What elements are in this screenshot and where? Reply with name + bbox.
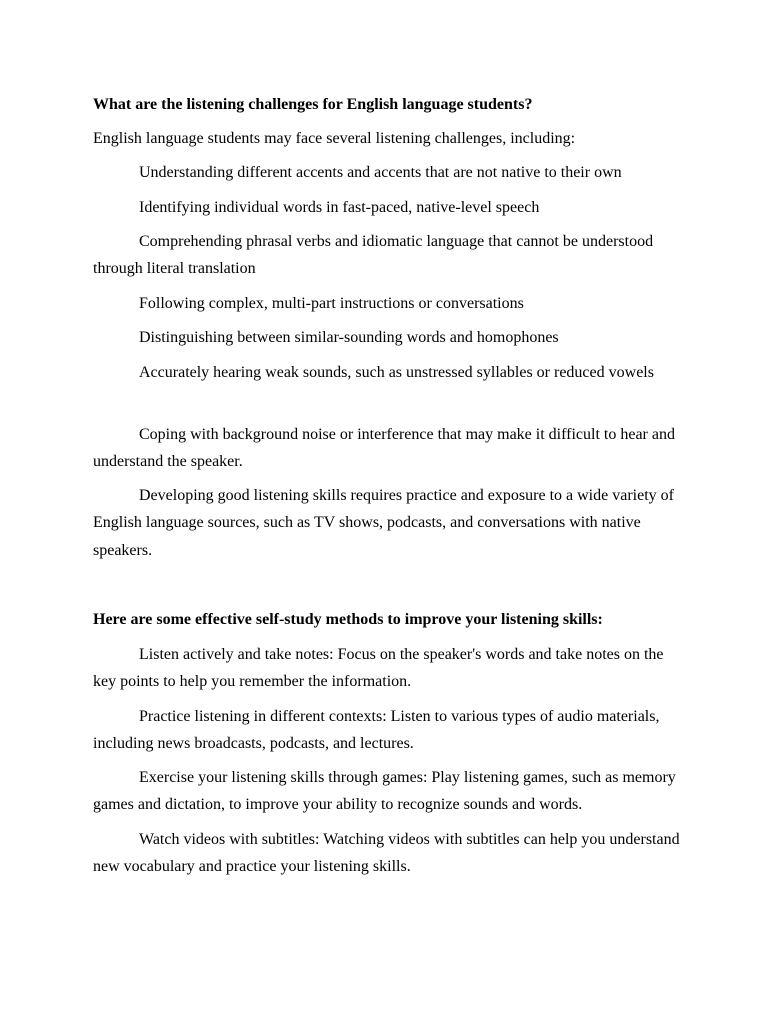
closing-paragraph: Developing good listening skills requires practice and exposure to a wide variety of English language sources, such as TV shows, podcasts, and conversations with native speakers.: [93, 487, 674, 559]
method-item-games: Exercise your listening skills through games: Play listening games, such as memory games and dictation, to improve your ability to recognize sounds and words.: [93, 769, 676, 814]
section-heading-methods: Here are some effective self-study methods to improve your listening skills:: [93, 611, 603, 628]
challenge-item-phrasal-verbs: Comprehending phrasal verbs and idiomatic language that cannot be understood through literal translation: [93, 233, 654, 278]
challenge-item-weak-sounds: Accurately hearing weak sounds, such as unstressed syllables or reduced vowels: [139, 364, 654, 381]
challenge-item-accents: Understanding different accents and accents that are not native to their own: [139, 164, 622, 181]
challenge-item-instructions: Following complex, multi-part instructions or conversations: [139, 295, 524, 312]
method-item-subtitles: Watch videos with subtitles: Watching videos with subtitles can help you understand new vocabulary and practice your listening skills.: [93, 831, 680, 876]
method-item-contexts: Practice listening in different contexts: Listen to various types of audio materials, including news broadcasts, podcasts, and lectures.: [93, 708, 660, 753]
method-item-active-listening: Listen actively and take notes: Focus on the speaker's words and take notes on the key points to help you remember the information.: [93, 646, 664, 691]
challenge-item-homophones: Distinguishing between similar-sounding words and homophones: [139, 329, 559, 346]
section-heading-challenges: What are the listening challenges for English language students?: [93, 96, 533, 113]
intro-paragraph: English language students may face several listening challenges, including:: [93, 130, 576, 147]
challenge-item-fast-speech: Identifying individual words in fast-paced, native-level speech: [139, 199, 540, 216]
challenge-item-background-noise: Coping with background noise or interference that may make it difficult to hear and understand the speaker.: [93, 426, 675, 471]
